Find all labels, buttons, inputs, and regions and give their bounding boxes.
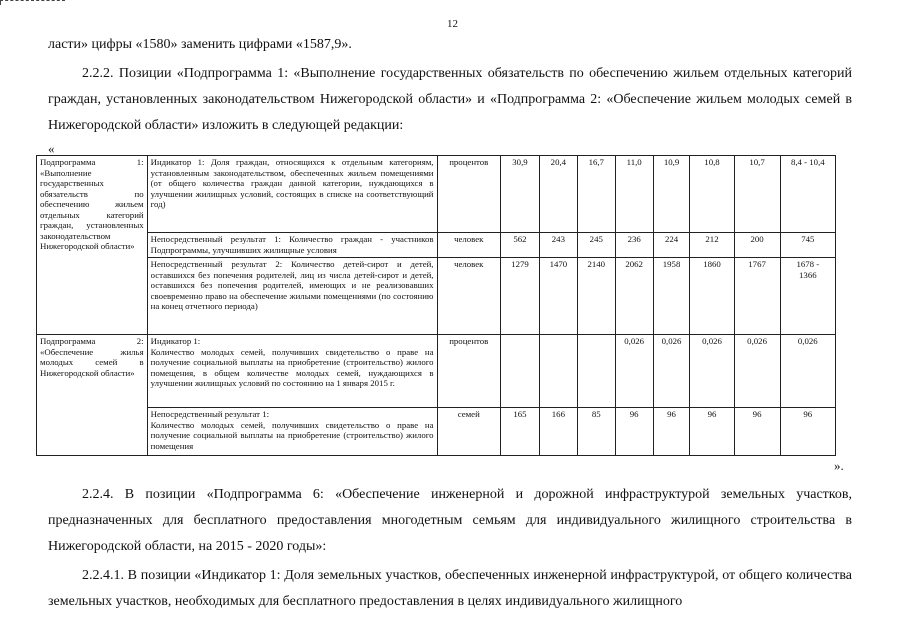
value-cell: 212 — [690, 233, 734, 258]
indicators-table — [36, 155, 836, 456]
value-cell: 2140 — [577, 258, 615, 335]
value-cell: 0,026 — [734, 335, 780, 408]
value-cell: 165 — [501, 408, 540, 456]
top-line-paragraph: ласти» цифры «1580» заменить цифрами «1587,9». — [48, 37, 352, 52]
value-cell: 245 — [577, 233, 615, 258]
value-cell: 96 — [615, 408, 653, 456]
unit-cell: человек — [437, 258, 501, 335]
value-cell: 745 — [780, 233, 835, 258]
value-cell: 1958 — [653, 258, 690, 335]
indicator-cell: Индикатор 1: Доля граждан, относящихся к отдельным категориям, установленным законодательством, обеспеченных жильем помещениями (от общего количества граждан данной категории, нуждающихся в улучшении жилищных условий, состоящих в списке на соответствующий год) — [147, 156, 437, 233]
unit-cell: человек — [437, 233, 501, 258]
paragraph-2-2-4: 2.2.4. В позиции «Подпрограмма 6: «Обеспечение инженерной и дорожной инфраструктурой земельных участков, предназначенных для бесплатного предоставления многодетным семьям для индивидуального жилищного строительства в Нижегородской области, на 2015 - 2020 годы»: — [48, 487, 852, 554]
value-cell: 0,026 — [653, 335, 690, 408]
value-cell: 11,0 — [615, 156, 653, 233]
table-row — [37, 258, 836, 335]
unit-cell: процентов — [437, 335, 501, 408]
value-cell: 236 — [615, 233, 653, 258]
page-number: 12 — [447, 18, 458, 30]
value-cell: 1470 — [539, 258, 577, 335]
scan-corner-mark — [0, 0, 65, 5]
value-cell: 10,9 — [653, 156, 690, 233]
indicator-cell: Непосредственный результат 1: Количество граждан - участников Подпрограммы, улучшивших жилищные условия — [147, 233, 437, 258]
table-row — [37, 408, 836, 456]
value-cell: 8,4 - 10,4 — [780, 156, 835, 233]
indicator-cell: Непосредственный результат 1: Количество молодых семей, получивших свидетельство о праве на получение социальной выплаты на приобретение (строительство) жилого помещения — [147, 408, 437, 456]
value-cell: 166 — [539, 408, 577, 456]
value-cell: 0,026 — [690, 335, 734, 408]
value-cell: 0,026 — [615, 335, 653, 408]
value-cell: 10,8 — [690, 156, 734, 233]
value-cell: 1678 - 1366 — [780, 258, 835, 335]
value-cell: 2062 — [615, 258, 653, 335]
subprogram-2-cell: Подпрограмма 2: «Обеспечение жилья молодых семей в Нижегородской области» — [37, 335, 148, 456]
value-cell: 30,9 — [501, 156, 540, 233]
value-cell: 562 — [501, 233, 540, 258]
value-cell: 96 — [653, 408, 690, 456]
value-cell: 10,7 — [734, 156, 780, 233]
closing-quote: ». — [834, 458, 844, 473]
table-row — [37, 233, 836, 258]
value-cell: 16,7 — [577, 156, 615, 233]
value-cell — [501, 335, 540, 408]
value-cell: 20,4 — [539, 156, 577, 233]
indicator-cell: Индикатор 1: Количество молодых семей, получивших свидетельство о праве на получение социальной выплаты на приобретение (строительство) жилого помещения, в общем количестве молодых семей, нуждающихся в улучшении жилищных условий по состоянию на 1 января 2015 г. — [147, 335, 437, 408]
value-cell — [577, 335, 615, 408]
value-cell: 96 — [780, 408, 835, 456]
table-row — [37, 156, 836, 233]
value-cell — [539, 335, 577, 408]
opening-quote: « — [48, 141, 55, 156]
value-cell: 85 — [577, 408, 615, 456]
unit-cell: семей — [437, 408, 501, 456]
value-cell: 96 — [734, 408, 780, 456]
value-cell: 243 — [539, 233, 577, 258]
indicator-cell: Непосредственный результат 2: Количество детей-сирот и детей, оставшихся без попечения родителей, лиц из числа детей-сирот и детей, оставшихся без попечения родителей, имеющих и не реализовавших своевременно право на обеспечение жилыми помещениями (по состоянию на конец отчетного периода) — [147, 258, 437, 335]
paragraph-2-2-2: 2.2.2. Позиции «Подпрограмма 1: «Выполнение государственных обязательств по обеспечению жильем отдельных категорий граждан, установленных законодательством Нижегородской области» и «Подпрограмма 2: «Обеспечение жильем молодых семей в Нижегородской области» изложить в следующей редакции: — [48, 66, 852, 133]
value-cell: 96 — [690, 408, 734, 456]
value-cell: 0,026 — [780, 335, 835, 408]
table-row — [37, 335, 836, 408]
value-cell: 1279 — [501, 258, 540, 335]
value-cell: 1860 — [690, 258, 734, 335]
value-cell: 200 — [734, 233, 780, 258]
paragraph-2-2-4-1: 2.2.4.1. В позиции «Индикатор 1: Доля земельных участков, обеспеченных инженерной инфраструктурой, от общего количества земельных участков, необходимых для бесплатного предоставления в целях индивидуального жилищного — [48, 568, 852, 609]
value-cell: 224 — [653, 233, 690, 258]
unit-cell: процентов — [437, 156, 501, 233]
subprogram-1-cell: Подпрограмма 1: «Выполнение государственных обязательств по обеспечению жильем отдельных категорий граждан, установленных законодательством Нижегородской области» — [37, 156, 148, 335]
value-cell: 1767 — [734, 258, 780, 335]
